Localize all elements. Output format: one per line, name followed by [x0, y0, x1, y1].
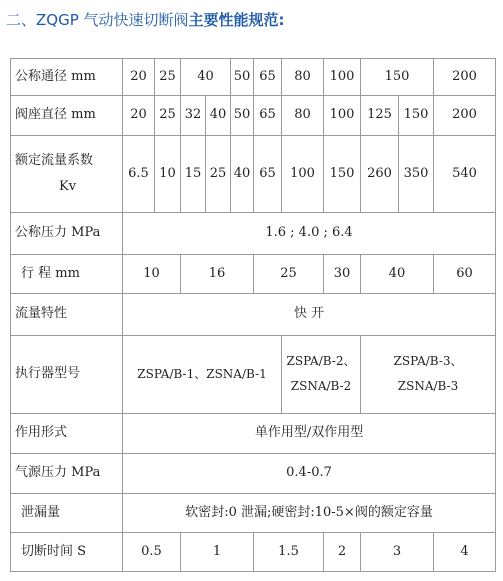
flow-coefficient-cell: 540: [434, 136, 496, 213]
air-supply-pressure-label: 气源压力 MPa: [11, 454, 123, 494]
flow-coefficient-cell: 260: [361, 136, 399, 213]
row-flow-characteristic: [11, 294, 496, 336]
nominal-diameter-cell: 150: [361, 59, 434, 96]
flow-coefficient-cell: 25: [206, 136, 231, 213]
cutoff-time-cell: 1: [181, 533, 254, 572]
nominal-diameter-cell: 40: [181, 59, 231, 96]
stroke-cell: 16: [181, 255, 254, 294]
stroke-cell: 30: [324, 255, 361, 294]
heading-emphasis: 主要性能规范:: [188, 11, 285, 29]
nominal-diameter-cell: 65: [254, 59, 282, 96]
stroke-cell: 25: [254, 255, 324, 294]
spec-table: [10, 58, 496, 572]
leakage-label: 泄漏量: [11, 494, 123, 533]
stroke-cell: 40: [361, 255, 434, 294]
flow-coefficient-cell: 65: [254, 136, 282, 213]
actuator-model-1: ZSPA/B-1、ZSNA/B-1: [123, 336, 282, 414]
flow-coefficient-label: [11, 136, 123, 213]
stroke-label: 行 程 mm: [11, 255, 123, 294]
row-seat-diameter: [11, 96, 496, 136]
nominal-diameter-cell: 50: [231, 59, 254, 96]
seat-diameter-cell: 65: [254, 96, 282, 136]
heading-prefix: 二、ZQGP 气动快速切断阀: [6, 11, 189, 29]
row-flow-coefficient: [11, 136, 496, 213]
nominal-diameter-label: 公称通径 mm: [11, 59, 123, 96]
seat-diameter-cell: 20: [123, 96, 155, 136]
stroke-cell: 60: [434, 255, 496, 294]
nominal-pressure-label: 公称压力 MPa: [11, 213, 123, 255]
actuator-model-2-line1: ZSPA/B-2、: [286, 354, 356, 369]
row-nominal-diameter: [11, 59, 496, 96]
nominal-diameter-cell: 20: [123, 59, 155, 96]
action-type-label: 作用形式: [11, 414, 123, 454]
seat-diameter-cell: 150: [399, 96, 434, 136]
flow-coefficient-cell: 15: [181, 136, 206, 213]
actuator-model-2-line2: ZSNA/B-2: [290, 379, 352, 393]
seat-diameter-cell: 32: [181, 96, 206, 136]
flow-coefficient-cell: 150: [324, 136, 361, 213]
flow-coefficient-cell: 6.5: [123, 136, 155, 213]
actuator-model-3: [361, 336, 496, 414]
row-nominal-pressure: [11, 213, 496, 255]
nominal-diameter-cell: 80: [282, 59, 324, 96]
row-cutoff-time: [11, 533, 496, 572]
seat-diameter-cell: 100: [324, 96, 361, 136]
flow-characteristic-label: 流量特性: [11, 294, 123, 336]
flow-coefficient-cell: 10: [155, 136, 181, 213]
cutoff-time-cell: 4: [434, 533, 496, 572]
stroke-cell: 10: [123, 255, 181, 294]
seat-diameter-cell: 200: [434, 96, 496, 136]
section-heading: [6, 6, 285, 34]
actuator-model-2: [282, 336, 361, 414]
seat-diameter-cell: 50: [231, 96, 254, 136]
seat-diameter-cell: 40: [206, 96, 231, 136]
seat-diameter-label: 阀座直径 mm: [11, 96, 123, 136]
leakage-value: 软密封:0 泄漏;硬密封:10-5×阀的额定容量: [123, 494, 496, 533]
flow-coefficient-cell: 350: [399, 136, 434, 213]
actuator-model-3-line1: ZSPA/B-3、: [393, 354, 463, 369]
flow-coefficient-label-line1: 额定流量系数: [15, 152, 94, 168]
row-action-type: [11, 414, 496, 454]
row-actuator-model: [11, 336, 496, 414]
cutoff-time-cell: 3: [361, 533, 434, 572]
seat-diameter-cell: 125: [361, 96, 399, 136]
flow-characteristic-value: 快 开: [123, 294, 496, 336]
flow-coefficient-label-line2: Kv: [59, 178, 77, 194]
cutoff-time-label: 切断时间 S: [11, 533, 123, 572]
row-air-supply-pressure: [11, 454, 496, 494]
actuator-model-label: 执行器型号: [11, 336, 123, 414]
nominal-pressure-value: 1.6 ; 4.0 ; 6.4: [123, 213, 496, 255]
flow-coefficient-cell: 40: [231, 136, 254, 213]
nominal-diameter-cell: 100: [324, 59, 361, 96]
row-leakage: [11, 494, 496, 533]
flow-coefficient-cell: 100: [282, 136, 324, 213]
action-type-value: 单作用型/双作用型: [123, 414, 496, 454]
seat-diameter-cell: 25: [155, 96, 181, 136]
row-stroke: [11, 255, 496, 294]
nominal-diameter-cell: 25: [155, 59, 181, 96]
nominal-diameter-cell: 200: [434, 59, 496, 96]
actuator-model-3-line2: ZSNA/B-3: [397, 379, 459, 393]
cutoff-time-cell: 2: [324, 533, 361, 572]
cutoff-time-cell: 1.5: [254, 533, 324, 572]
air-supply-pressure-value: 0.4-0.7: [123, 454, 496, 494]
cutoff-time-cell: 0.5: [123, 533, 181, 572]
seat-diameter-cell: 80: [282, 96, 324, 136]
